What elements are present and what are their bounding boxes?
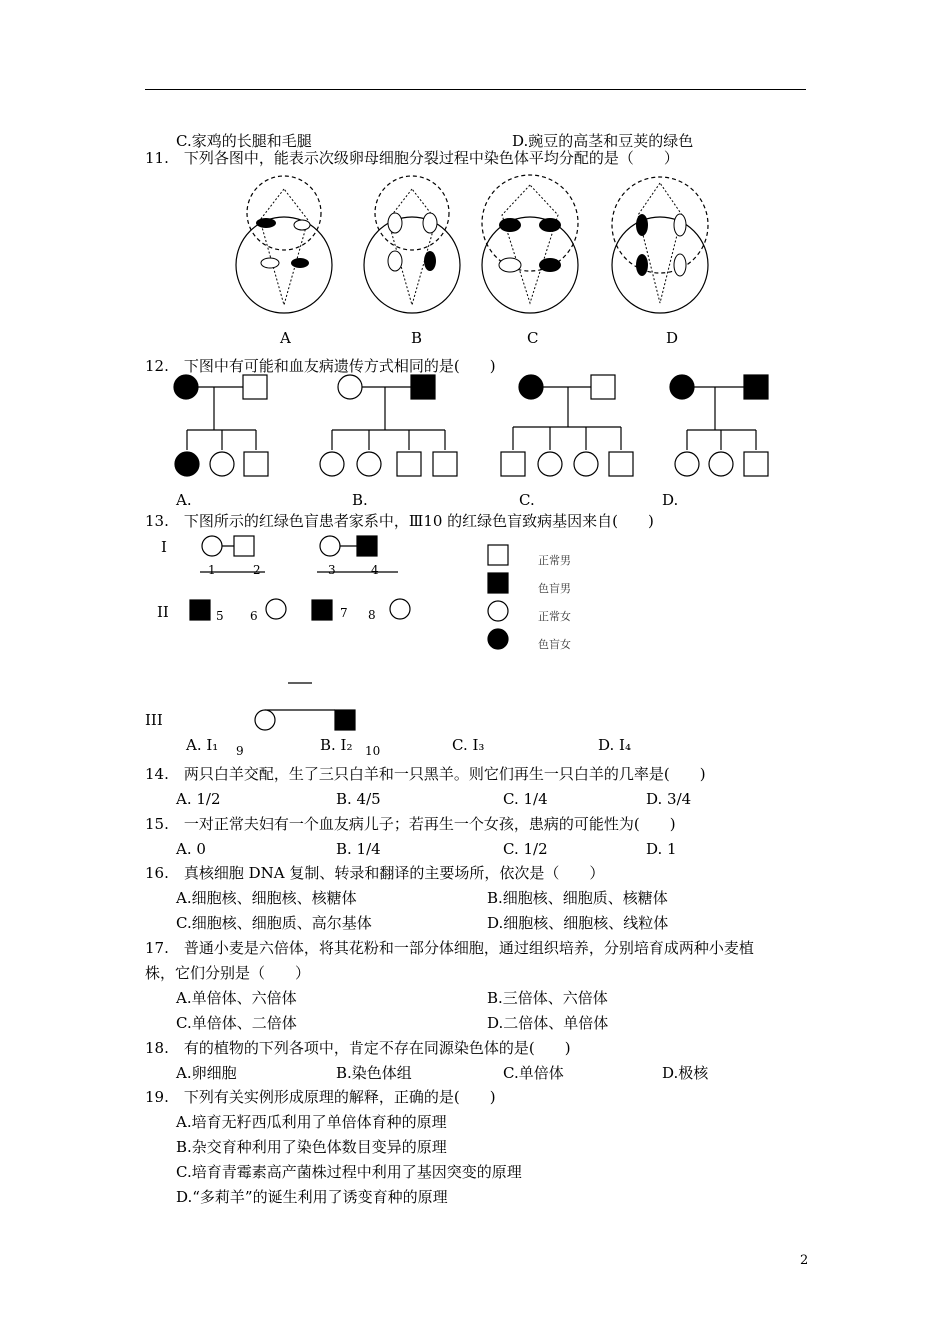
q13-id-2: 2 xyxy=(253,563,261,577)
q10-option-c: C.家鸡的长腿和毛腿 xyxy=(176,132,312,150)
q16-option-d: D.细胞核、细胞核、线粒体 xyxy=(487,914,669,932)
q14-option-c: C. 1/4 xyxy=(503,790,548,808)
q17-option-a: A.单倍体、六倍体 xyxy=(176,989,297,1007)
q11-label-c: C xyxy=(527,329,539,347)
q12-label-c: C. xyxy=(519,491,535,509)
q11-label-b: B xyxy=(411,329,423,347)
q17-option-d: D.二倍体、单倍体 xyxy=(487,1014,609,1032)
q13-legend-colorblind-female: 色盲女 xyxy=(538,638,571,651)
q16-option-b: B.细胞核、细胞质、核糖体 xyxy=(487,889,668,907)
q13-option-c: C. I₃ xyxy=(452,736,485,754)
q18-option-a: A.卵细胞 xyxy=(176,1064,237,1082)
q13-id-9: 9 xyxy=(236,744,244,758)
q13-id-1: 1 xyxy=(208,563,216,577)
q10-option-d: D.豌豆的高茎和豆荚的绿色 xyxy=(512,132,694,150)
q11-cell-diagrams xyxy=(230,175,720,325)
q13-legend-colorblind-male: 色盲男 xyxy=(538,582,571,595)
q19-option-b: B.杂交育种利用了染色体数目变异的原理 xyxy=(176,1138,447,1156)
q13-id-6: 6 xyxy=(250,609,258,623)
q17-stem-line2: 株，它们分别是（ ） xyxy=(145,964,311,982)
q15-stem: 15. 一对正常夫妇有一个血友病儿子；若再生一个女孩，患病的可能性为( ) xyxy=(145,815,676,833)
q13-id-10: 10 xyxy=(365,744,381,758)
q13-id-3: 3 xyxy=(328,563,336,577)
q11-label-d: D xyxy=(666,329,679,347)
q15-option-b: B. 1/4 xyxy=(336,840,381,858)
q13-id-7: 7 xyxy=(340,606,348,620)
q13-option-a: A. I₁ xyxy=(186,736,219,754)
q14-option-a: A. 1/2 xyxy=(176,790,221,808)
page-number: 2 xyxy=(800,1253,809,1268)
q12-pedigrees xyxy=(170,372,780,482)
q13-generation-ii: II xyxy=(157,603,169,621)
q14-stem: 14. 两只白羊交配，生了三只白羊和一只黑羊。则它们再生一只白羊的几率是( ) xyxy=(145,765,706,783)
q17-option-c: C.单倍体、二倍体 xyxy=(176,1014,297,1032)
q13-generation-iii: III xyxy=(145,711,163,729)
q19-option-c: C.培育青霉素高产菌株过程中利用了基因突变的原理 xyxy=(176,1163,522,1181)
q12-label-b: B. xyxy=(352,491,368,509)
q13-option-d: D. I₄ xyxy=(598,736,631,754)
q17-option-b: B.三倍体、六倍体 xyxy=(487,989,608,1007)
q16-stem: 16. 真核细胞 DNA 复制、转录和翻译的主要场所，依次是（ ） xyxy=(145,864,605,882)
q15-option-d: D. 1 xyxy=(646,840,677,858)
q13-legend-normal-male: 正常男 xyxy=(538,554,571,567)
q11-stem: 11. 下列各图中，能表示次级卵母细胞分裂过程中染色体平均分配的是（ ） xyxy=(145,149,679,167)
q13-id-8: 8 xyxy=(368,608,376,622)
q14-option-d: D. 3/4 xyxy=(646,790,692,808)
q18-stem: 18. 有的植物的下列各项中，肯定不存在同源染色体的是( ) xyxy=(145,1039,571,1057)
q13-generation-i: I xyxy=(161,538,167,556)
q13-id-4: 4 xyxy=(371,563,379,577)
q13-option-b: B. I₂ xyxy=(320,736,353,754)
q18-option-c: C.单倍体 xyxy=(503,1064,564,1082)
q11-label-a: A xyxy=(280,329,291,347)
header-rule xyxy=(145,89,806,90)
q13-legend-normal-female: 正常女 xyxy=(538,610,571,623)
q13-stem: 13. 下图所示的红绿色盲患者家系中，Ⅲ10 的红绿色盲致病基因来自( ) xyxy=(145,512,654,530)
q15-option-a: A. 0 xyxy=(176,840,206,858)
q19-option-a: A.培育无籽西瓜利用了单倍体育种的原理 xyxy=(176,1113,447,1131)
q16-option-c: C.细胞核、细胞质、高尔基体 xyxy=(176,914,372,932)
q14-option-b: B. 4/5 xyxy=(336,790,381,808)
q13-id-5: 5 xyxy=(216,609,224,623)
q12-stem: 12. 下图中有可能和血友病遗传方式相同的是( ) xyxy=(145,357,496,375)
q18-option-b: B.染色体组 xyxy=(336,1064,412,1082)
q12-label-d: D. xyxy=(662,491,679,509)
q16-option-a: A.细胞核、细胞核、核糖体 xyxy=(176,889,357,907)
q18-option-d: D.极核 xyxy=(662,1064,709,1082)
q19-option-d: D.“多莉羊”的诞生利用了诱变育种的原理 xyxy=(176,1188,448,1206)
q12-label-a: A. xyxy=(176,491,192,509)
q19-stem: 19. 下列有关实例形成原理的解释，正确的是( ) xyxy=(145,1088,496,1106)
q15-option-c: C. 1/2 xyxy=(503,840,548,858)
q17-stem-line1: 17. 普通小麦是六倍体，将其花粉和一部分体细胞，通过组织培养，分别培育成两种小麦植 xyxy=(145,939,754,957)
q13-legend xyxy=(486,543,526,653)
